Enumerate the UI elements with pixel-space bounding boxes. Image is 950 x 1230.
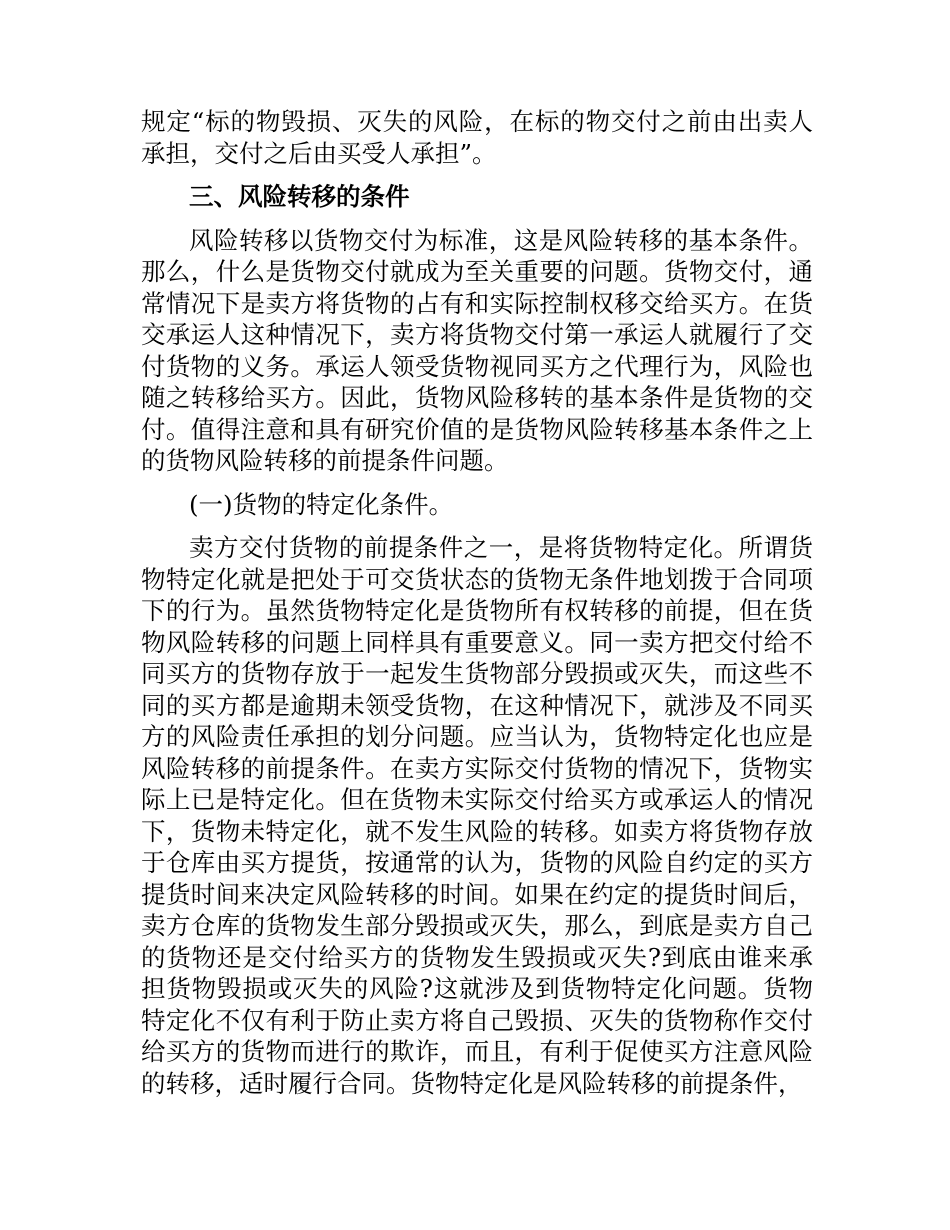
subsection-heading: (一)货物的特定化条件。 [189,489,454,519]
paragraph-continued-quote: 规定“标的物毁损、灭失的风险，在标的物交付之前由出卖人承担，交付之后由买受人承担”。 [141,107,813,168]
document-page [141,106,813,1099]
paragraph-goods-specification: 卖方交付货物的前提条件之一，是将货物特定化。所谓货物特定化就是把处于可交货状态的货物无条件地划拨于合同项下的行为。虽然货物特定化是货物所有权转移的前提，但在货物风险转移的问题上同样具有重要意义。同一卖方把交付给不同买方的货物存放于一起发生货物部分毁损或灭失，而这些不同的买方都是逾期未领受货物，在这种情况下，就涉及不同买方的风险责任承担的划分问题。应当认为，货物特定化也应是风险转移的前提条件。在卖方实际交付货物的情况下，货物实际上已是特定化。但在货物未实际交付给买方或承运人的情况下，货物未特定化，就不发生风险的转移。如卖方将货物存放于仓库由买方提货，按通常的认为，货物的风险自约定的买方提货时间来决定风险转移的时间。如果在约定的提货时间后，卖方仓库的货物发生部分毁损或灭失，那么，到底是卖方自己的货物还是交付给买方的货物发生毁损或灭失?到底由谁来承担货物毁损或灭失的风险?这就涉及到货物特定化问题。货物特定化不仅有利于防止卖方将自己毁损、灭失的货物称作交付给买方的货物而进行的欺诈，而且，有利于促使买方注意风险的转移，适时履行合同。货物特定化是风险转移的前提条件， [141,533,813,1098]
section-heading: 三、风险转移的条件 [189,182,410,211]
paragraph-risk-transfer-basic-condition: 风险转移以货物交付为标准，这是风险转移的基本条件。那么，什么是货物交付就成为至关重要的问题。货物交付，通常情况下是卖方将货物的占有和实际控制权移交给买方。在货交承运人这种情况下，卖方将货物交付第一承运人就履行了交付货物的义务。承运人领受货物视同买方之代理行为，风险也随之转移给买方。因此，货物风险移转的基本条件是货物的交付。值得注意和具有研究价值的是货物风险转移基本条件之上的货物风险转移的前提条件问题。 [141,225,813,475]
